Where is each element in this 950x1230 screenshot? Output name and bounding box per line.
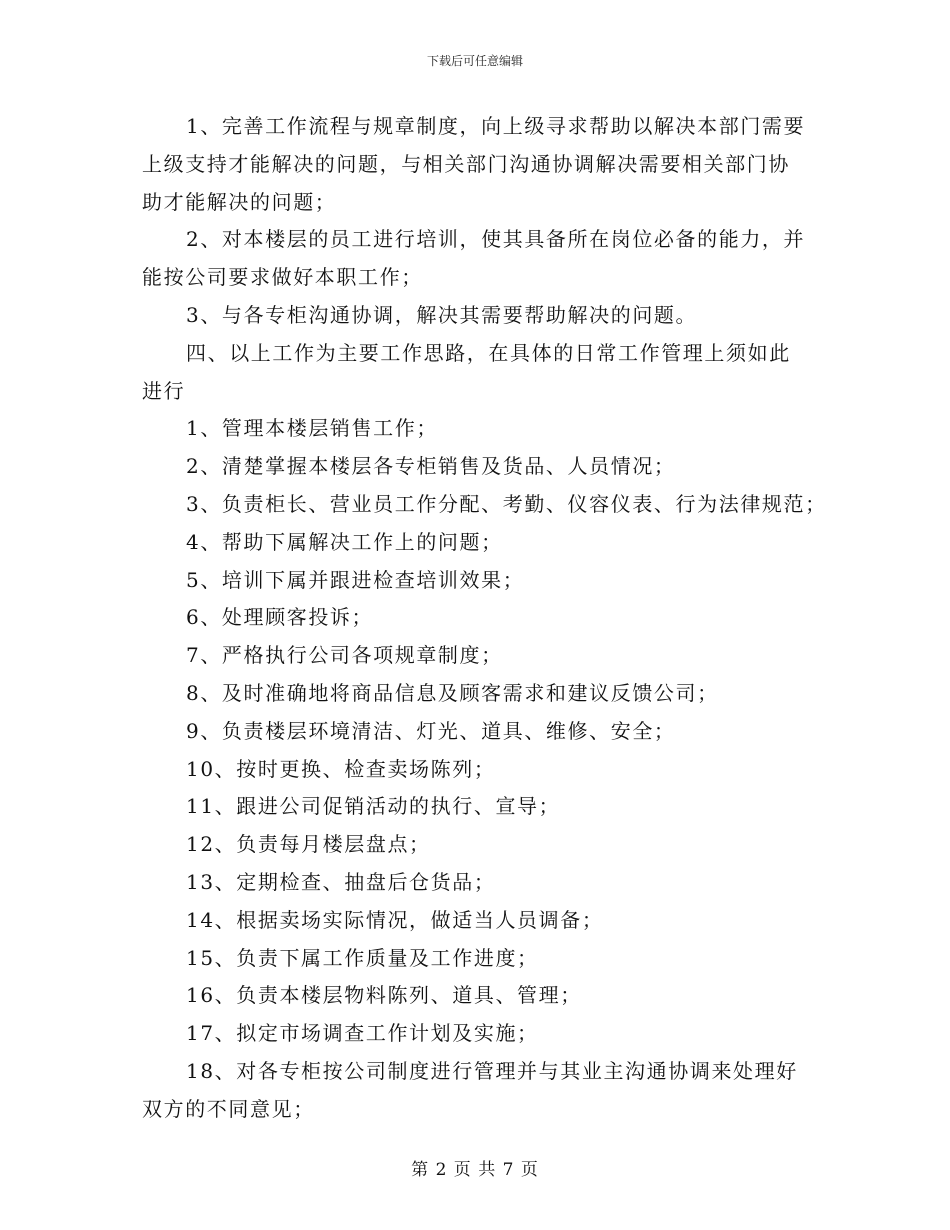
list-item: 2、清楚掌握本楼层各专柜销售及货品、人员情况； — [186, 454, 676, 479]
list-item: 17、拟定市场调查工作计划及实施； — [186, 1021, 539, 1046]
page-header: 下载后可任意编辑 — [426, 54, 523, 68]
list-item: 9、负责楼层环境清洁、灯光、道具、维修、安全； — [186, 718, 676, 743]
list-item: 11、跟进公司促销活动的执行、宣导； — [186, 794, 561, 819]
page-number-footer: 第 2 页 共 7 页 — [411, 1160, 539, 1180]
list-item: 14、根据卖场实际情况，做适当人员调备； — [186, 907, 604, 932]
list-item: 18、对各专柜按公司制度进行管理并与其业主沟通协调来处理好 双方的不同意见； — [142, 1058, 798, 1121]
paragraph: 2、对本楼层的员工进行培训，使其具备所在岗位必备的能力，并 能按公司要求做好本职工作； — [142, 227, 806, 290]
list-item: 13、定期检查、抽盘后仓货品； — [186, 869, 496, 894]
list-item: 15、负责下属工作质量及工作进度； — [186, 945, 539, 970]
list-item: 6、处理顾客投诉； — [186, 605, 374, 630]
document-body — [142, 108, 827, 1129]
list-item: 4、帮助下属解决工作上的问题； — [186, 529, 503, 554]
list-item: 16、负责本楼层物料陈列、道具、管理； — [186, 983, 582, 1008]
list-item: 10、按时更换、检查卖场陈列； — [186, 756, 496, 781]
list-item: 12、负责每月楼层盘点； — [186, 832, 431, 857]
section-heading: 四、以上工作为主要工作思路，在具体的日常工作管理上须如此 进行 — [142, 340, 791, 403]
paragraph: 3、与各专柜沟通协调，解决其需要帮助解决的问题。 — [186, 302, 698, 327]
list-item: 8、及时准确地将商品信息及顾客需求和建议反馈公司； — [186, 680, 719, 705]
list-item: 5、培训下属并跟进检查培训效果； — [186, 567, 525, 592]
list-item: 3、负责柜长、营业员工作分配、考勤、仪容仪表、行为法律规范； — [186, 491, 827, 516]
list-item: 7、严格执行公司各项规章制度； — [186, 643, 503, 668]
paragraph: 1、完善工作流程与规章制度，向上级寻求帮助以解决本部门需要 上级支持才能解决的问题，与相关部门沟通协调解决需要相关部门协 助才能解决的问题； — [142, 114, 806, 214]
list-item: 1、管理本楼层销售工作； — [186, 416, 438, 441]
